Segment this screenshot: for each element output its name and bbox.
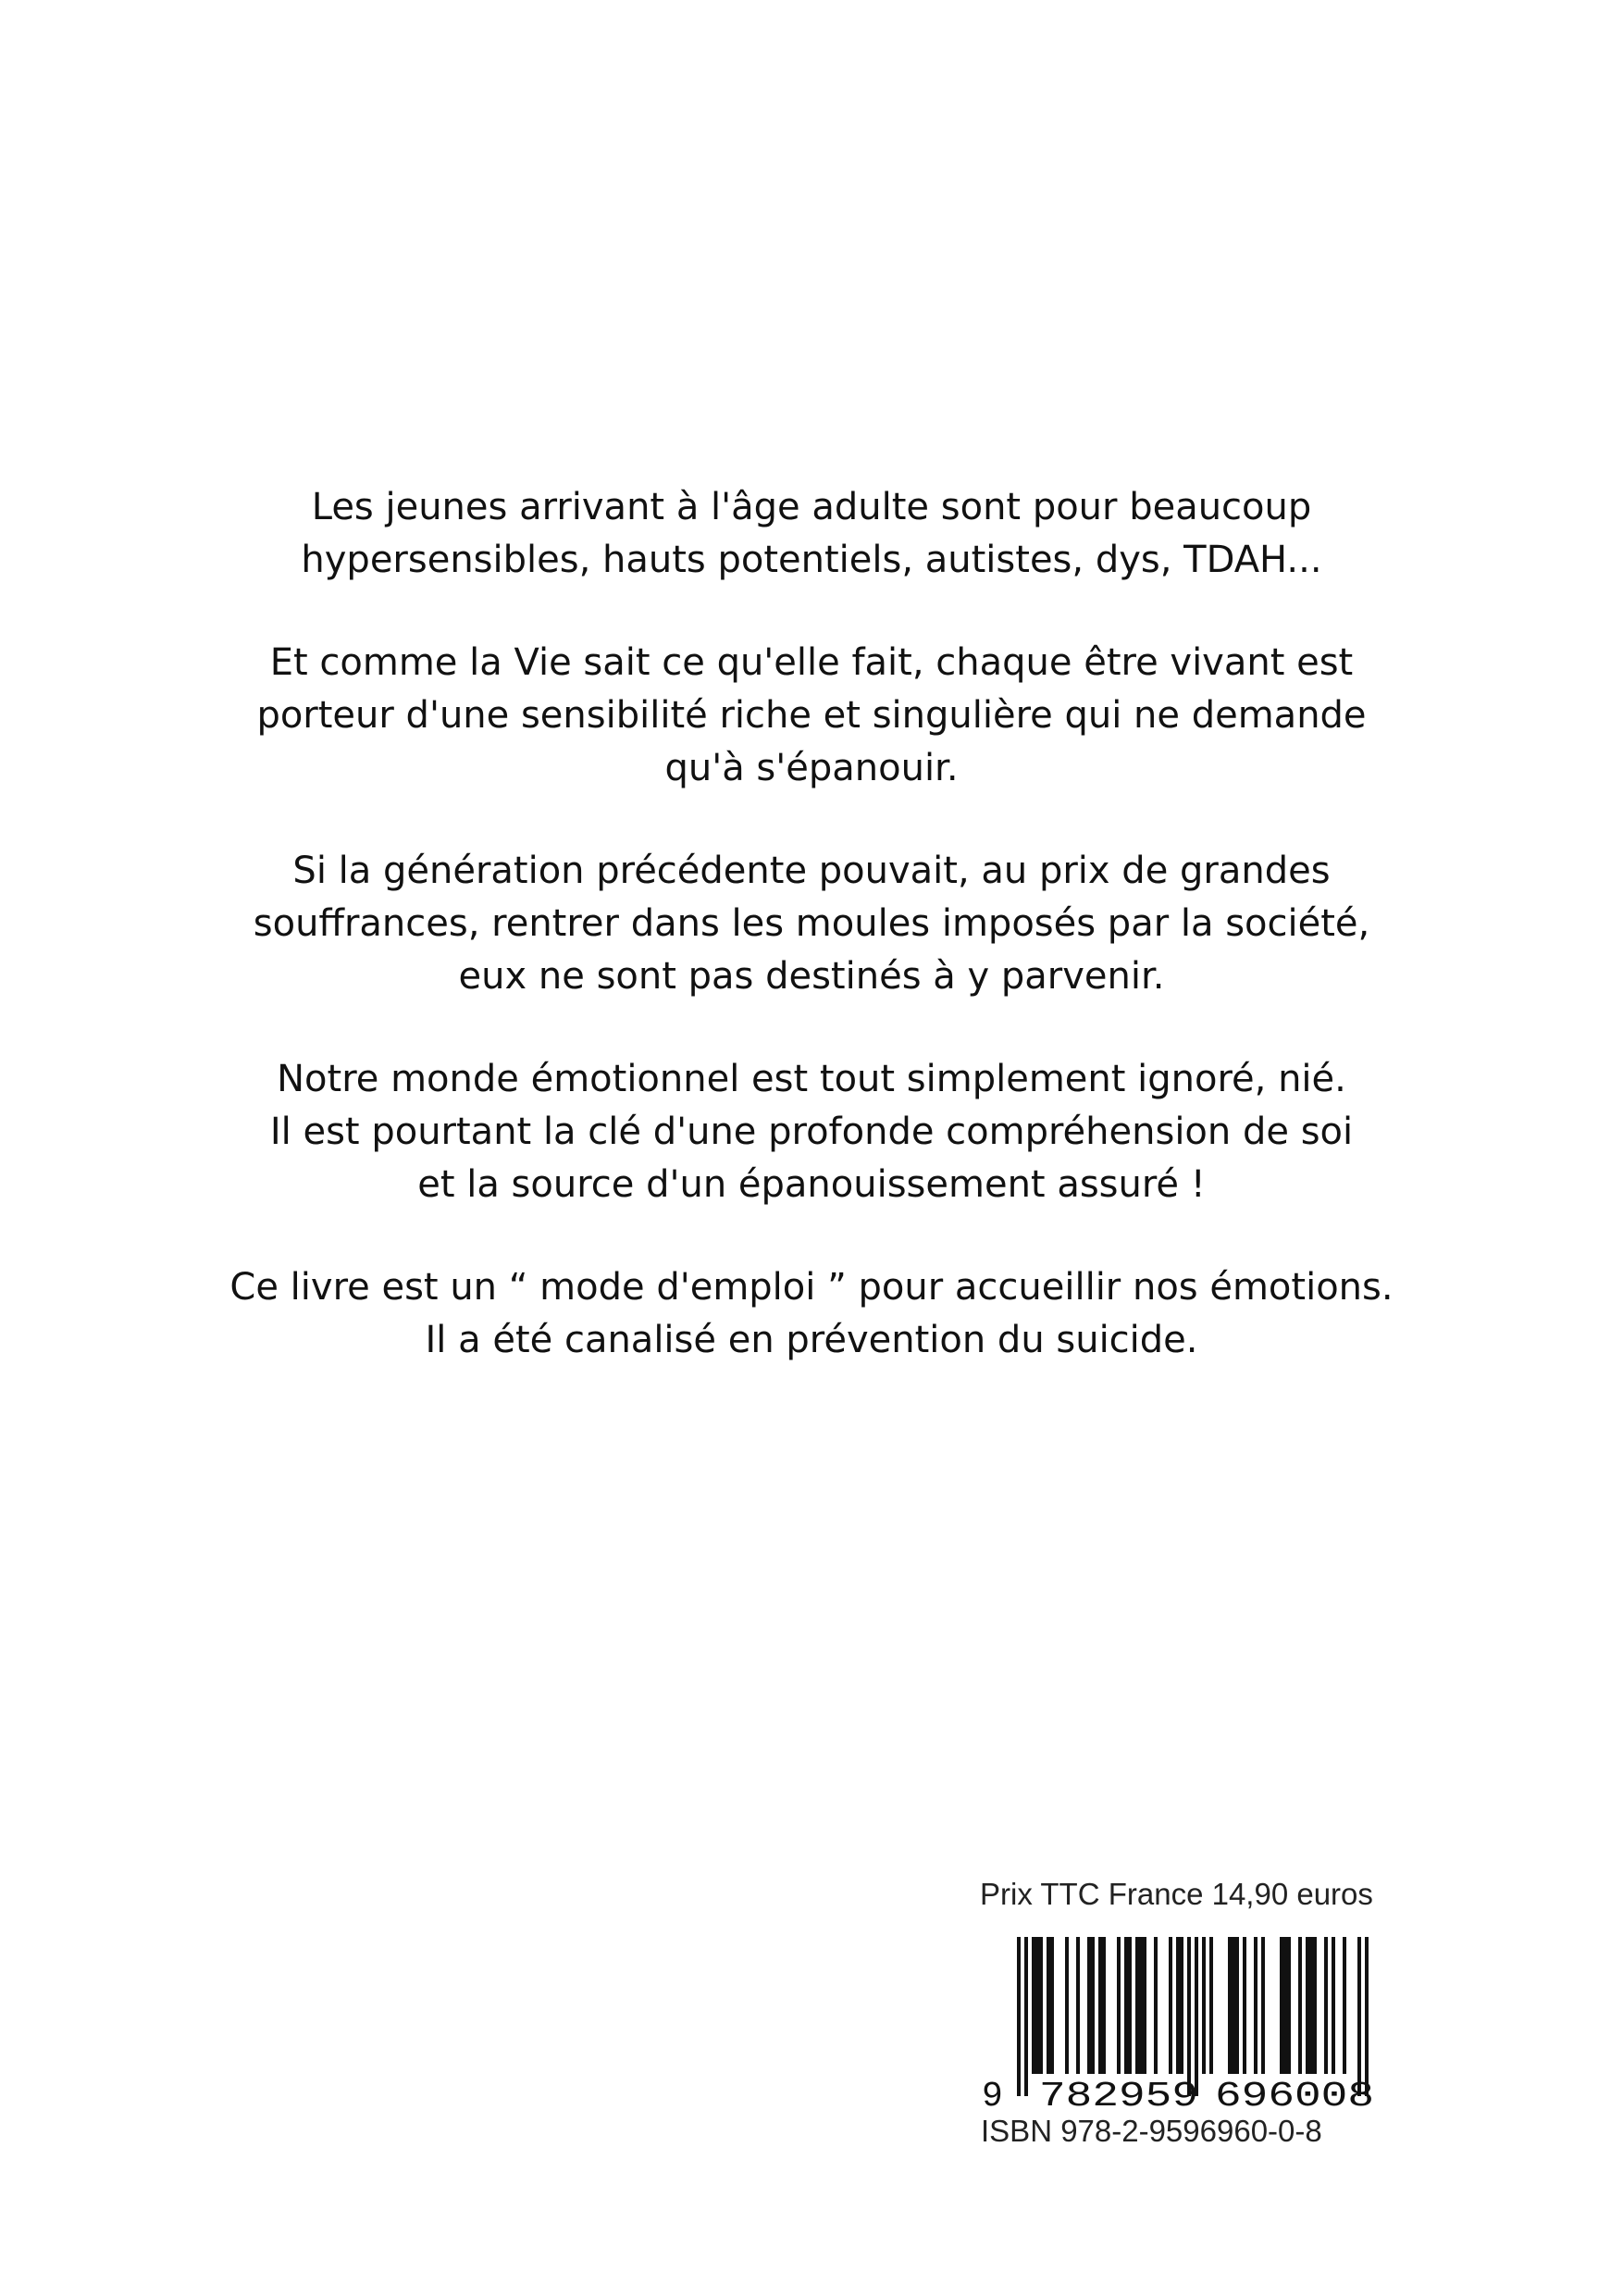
barcode-bar [1306,1937,1317,2074]
isbn-label: ISBN 978-2-9596960-0-8 [981,2114,1322,2148]
blurb-line: porteur d'une sensibilité riche et singulière qui ne demande [256,694,1367,737]
barcode-bar [1332,1937,1335,2074]
barcode-bar [1209,1937,1213,2074]
barcode-guard-bar [1017,1937,1021,2096]
blurb-line: hypersensibles, hauts potentiels, autistes, dys, TDAH... [301,539,1322,581]
blurb-line: Et comme la Vie sait ce qu'elle fait, chaque être vivant est [269,641,1354,684]
blurb-line: Ce livre est un “ mode d'emploi ” pour accueillir nos émotions. [229,1266,1394,1309]
back-cover-blurb [164,481,1459,1417]
barcode-guard-bar [1195,1937,1198,2096]
ean-barcode [976,1937,1411,2113]
barcode-bar [1280,1937,1291,2074]
barcode-bar [1324,1937,1328,2074]
blurb-line: Il a été canalisé en prévention du suicide. [425,1319,1198,1361]
barcode-bar [1243,1937,1246,2074]
barcode-bar [1032,1937,1043,2074]
barcode-left-digits: 782959 [1039,2077,1198,2113]
blurb-line: Les jeunes arrivant à l'âge adulte sont pour beaucoup [311,486,1312,528]
barcode-graphic [976,1937,1411,2113]
barcode-bar [1098,1937,1106,2074]
blurb-line: Notre monde émotionnel est tout simplement ignoré, nié. [277,1058,1346,1100]
barcode-guard-bar [1187,1937,1191,2096]
barcode-right-digits: 696008 [1215,2077,1374,2113]
barcode-guard-bar [1357,1937,1361,2096]
barcode-bar [1087,1937,1095,2074]
barcode-bars [1017,1937,1369,2096]
barcode-bar [1228,1937,1239,2074]
blurb-line: eux ne sont pas destinés à y parvenir. [458,955,1165,998]
blurb-line: et la source d'un épanouissement assuré ! [417,1163,1206,1206]
blurb-line: qu'à s'épanouir. [664,747,959,789]
barcode-guard-bar [1365,1937,1369,2096]
barcode-bar [1154,1937,1158,2074]
blurb-paragraph-1 [164,481,1459,587]
barcode-bar [1117,1937,1121,2074]
barcode-bar [1254,1937,1258,2074]
barcode-bar [1076,1937,1080,2074]
barcode-bar [1124,1937,1132,2074]
barcode-bar [1065,1937,1069,2074]
blurb-paragraph-5 [164,1261,1459,1367]
blurb-line: souffrances, rentrer dans les moules imposés par la société, [253,902,1370,945]
barcode-guard-bar [1024,1937,1028,2096]
barcode-bar [1135,1937,1146,2074]
blurb-paragraph-3 [164,845,1459,1003]
barcode-first-digit: 9 [982,2077,1003,2113]
blurb-paragraph-2 [164,637,1459,795]
blurb-line: Si la génération précédente pouvait, au prix de grandes [292,850,1331,892]
price-label: Prix TTC France 14,90 euros [980,1877,1373,1911]
barcode-bar [1176,1937,1183,2074]
barcode-bar [1343,1937,1346,2074]
barcode-bar [1261,1937,1265,2074]
barcode-bar [1298,1937,1302,2074]
blurb-paragraph-4 [164,1053,1459,1211]
barcode-bar [1202,1937,1206,2074]
blurb-line: Il est pourtant la clé d'une profonde compréhension de soi [269,1111,1354,1153]
barcode-bar [1169,1937,1172,2074]
barcode-bar [1047,1937,1054,2074]
